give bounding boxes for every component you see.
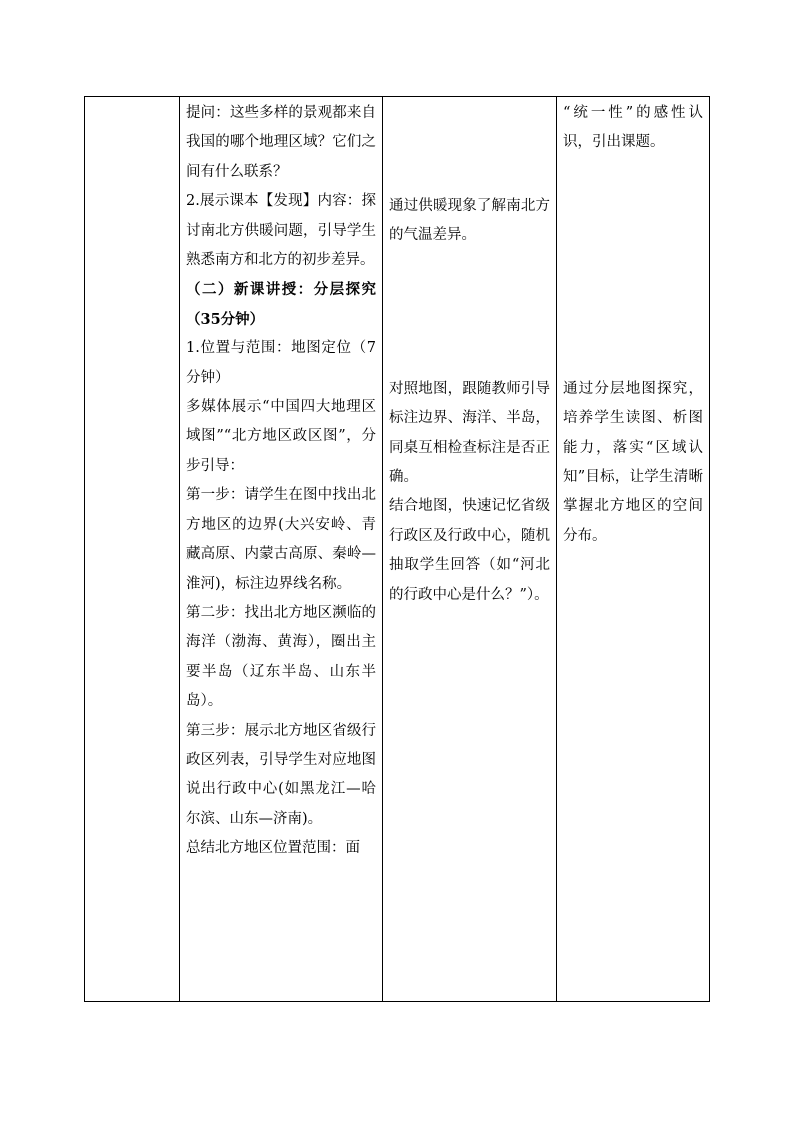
section-heading: （二）新课讲授：分层探究（35分钟）: [186, 281, 376, 328]
map-inquiry-intent-paragraph: 通过分层地图探究，培养学生读图、析图能力，落实“区域认知”目标，让学生清晰掌握北方地区的空间分布。: [563, 380, 703, 544]
design-intent-cell: [557, 97, 710, 1002]
table-row: [85, 97, 710, 1002]
step-two-paragraph: 第二步：找出北方地区濒临的海洋（渤海、黄海），圈出主要半岛（辽东半岛、山东半岛）。: [186, 604, 376, 710]
intro-intent-paragraph: “统一性”的感性认识，引出课题。: [563, 105, 703, 151]
student-activity-cell: [383, 97, 557, 1002]
stage-cell: [85, 97, 180, 1002]
step-one-paragraph: 第一步：请学生在图中找出北方地区的边界(大兴安岭、青藏高原、内蒙古高原、秦岭—淮河)，标注边界线名称。: [186, 487, 376, 592]
step-location-heading: 1.位置与范围：地图定位（7分钟）: [186, 340, 376, 386]
teacher-activity-cell: [180, 97, 383, 1002]
question-paragraph: 提问：这些多样的景观都来自我国的哪个地理区域？它们之间有什么联系？: [186, 105, 376, 180]
memorize-paragraph: 结合地图，快速记忆省级行政区及行政中心，随机抽取学生回答（如“河北的行政中心是什么？”）。: [389, 498, 550, 603]
show-discovery-paragraph: 2.展示课本【发现】内容：探讨南北方供暖问题，引导学生熟悉南方和北方的初步差异。: [186, 193, 376, 269]
summary-paragraph: 总结北方地区位置范围：面: [186, 840, 360, 857]
multimedia-paragraph: 多媒体展示“中国四大地理区域图”“北方地区政区图”，分步引导：: [186, 399, 376, 474]
step-three-paragraph: 第三步：展示北方地区省级行政区列表，引导学生对应地图说出行政中心(如黑龙江—哈尔滨、山东—济南)。: [186, 722, 376, 827]
heating-paragraph: 通过供暖现象了解南北方的气温差异。: [389, 198, 550, 244]
map-labeling-paragraph: 对照地图，跟随教师引导标注边界、海洋、半岛，同桌互相检查标注是否正确。: [389, 380, 550, 486]
lesson-plan-table: [84, 96, 710, 1002]
